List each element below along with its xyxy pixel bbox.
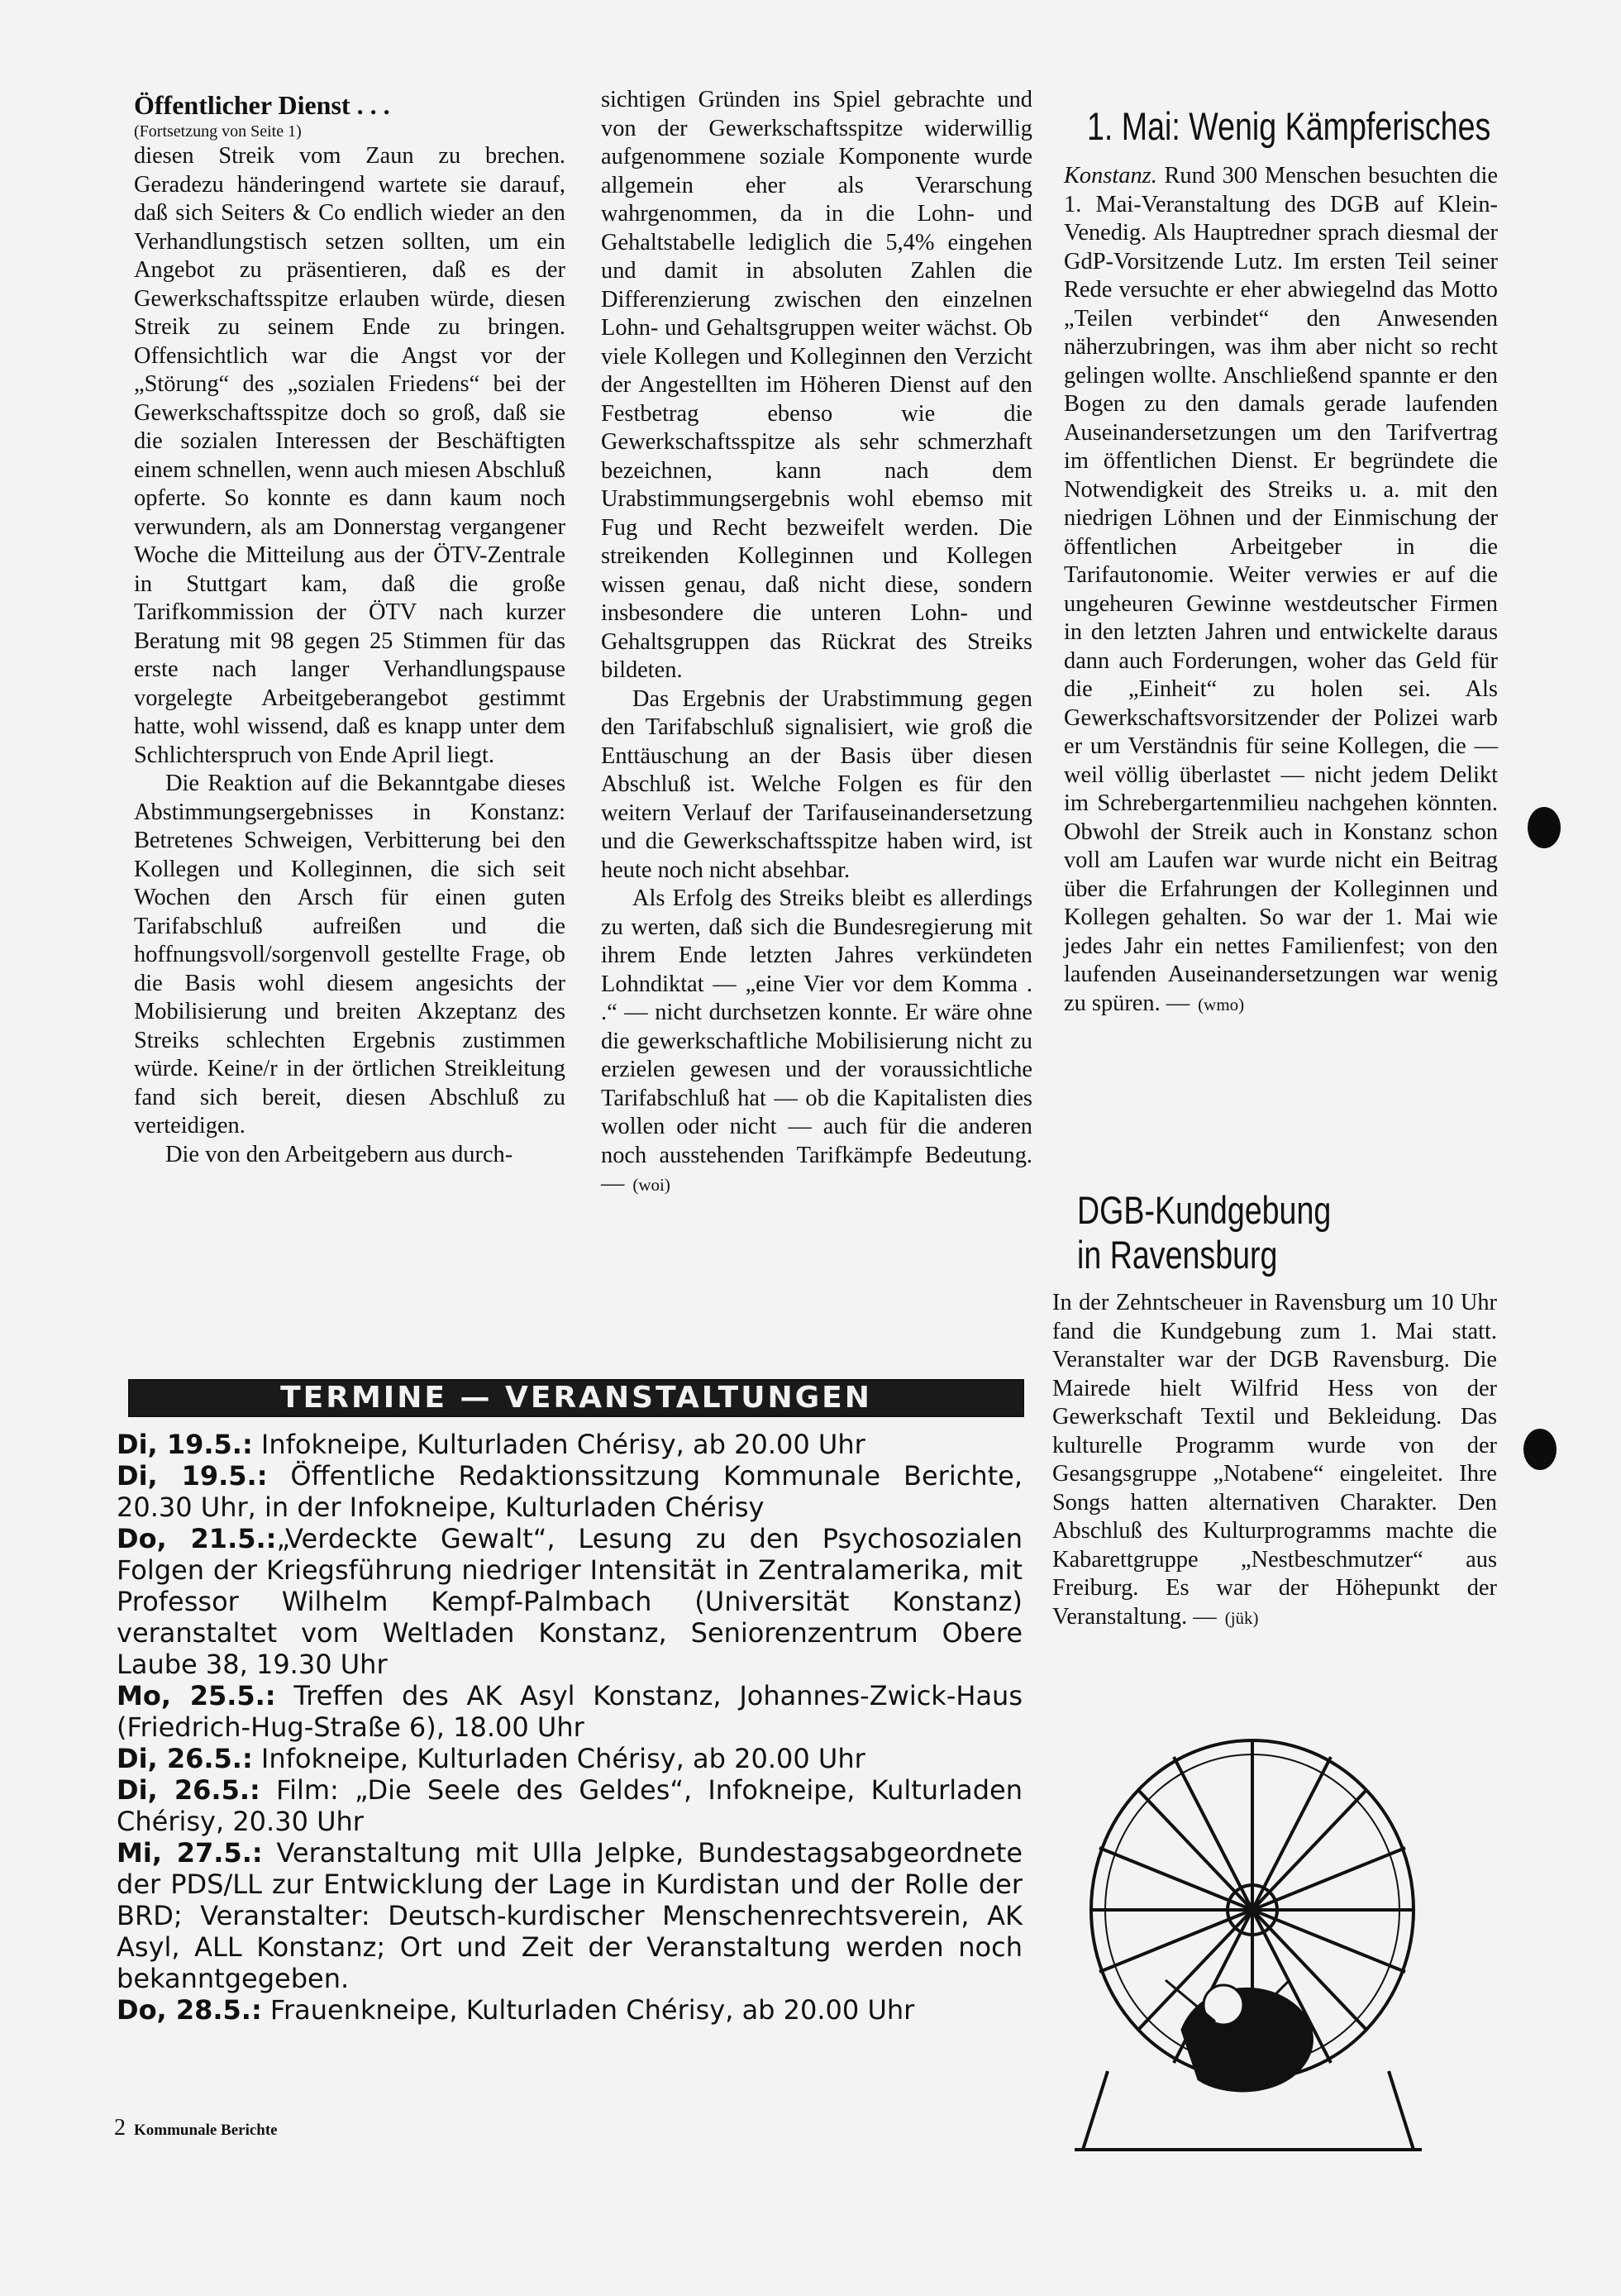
punch-hole-bottom [1523,1429,1557,1470]
middle-paragraph-3: Als Erfolg des Streiks bleibt es allerdings zu werten, daß sich die Bundesregierung mit ihrem Ende letzten Jahres verkündeten Lohndiktat — „eine Vier vor dem Komma . .“ — nicht durchsetzen konnte. Er wäre ohne die gewerkschaftliche Mobilisierung nicht zu erzielen gewesen und der voraussichtliche Tarifabschluß hat — ob die Kapitalisten dies wollen oder nicht — auch für die anderen noch ausstehenden Tarifkämpfe Bedeutung. — (woi) [601,885,1032,1196]
middle-column [601,86,1032,1200]
termine-banner: TERMINE — VERANSTALTUNGEN [128,1379,1024,1417]
left-column [134,89,565,1169]
middle-paragraph-1: sichtigen Gründen ins Spiel gebrachte und von der Gewerkschaftsspitze widerwillig aufgenommene soziale Komponente wurde allgemein eher als Verarschung wahrgenommen, da in die Lohn- und Gehaltstabelle lediglich die 5,4% eingehen und damit in absoluten Zahlen die Differenzierung zwischen den einzelnen Lohn- und Gehaltsgruppen weiter wächst. Ob viele Kollegen und Kolleginnen den Verzicht der Angestellten im Höheren Dienst auf den Festbetrag ebenso wie die Gewerkschaftsspitze als sehr schmerzhaft bezeichnen, kann nach dem Urabstimmungsergebnis wohl ebemso mit Fug und Recht bezweifelt werden. Die streikenden Kolleginnen und Kollegen wissen genau, daß nicht diese, sondern insbesondere die unteren Lohn- und Gehaltsgruppen das Rückrat des Streiks bildeten. [601,87,1032,683]
author-signature: (wmo) [1198,994,1245,1014]
right-column-article-1 [1064,104,1498,1019]
termine-entry: Mi, 27.5.: Veranstaltung mit Ulla Jelpke, Bundestagsabgeordnete der PDS/LL zur Entwicklung der Lage in Kurdistan und der Rolle der BRD; Veranstalter: Deutsch-kurdischer Menschenrechtsverein, AK Asyl, ALL Konstanz; Ort und Zeit der Veranstaltung werden noch bekanntgegeben. [117,1837,1023,1994]
middle-paragraph-2: Das Ergebnis der Urabstimmung gegen den Tarifabschluß signalisiert, wie groß die Enttäuschung an der Basis über diesen Abschluß ist. Welche Folgen es für den weitern Verlauf der Tarifauseinandersetzung und die Gewerkschaftsspitze haben wird, ist heute noch nicht absehbar. [601,685,1032,883]
termine-list [117,1429,1023,2026]
termine-entry: Di, 19.5.: Öffentliche Redaktionssitzung Kommunale Berichte, 20.30 Uhr, in der Infokneipe, Kulturladen Chérisy [117,1460,1023,1523]
termine-entry: Di, 19.5.: Infokneipe, Kulturladen Chérisy, ab 20.00 Uhr [117,1429,865,1460]
right-column-article-2 [1052,1188,1497,1632]
left-paragraph-2: Die Reaktion auf die Bekanntgabe dieses Abstimmungsergebnisses in Konstanz: Betretenes Schweigen, Verbitterung bei den Kollegen und Kolleginnen, die sich seit Wochen den Arsch für einen guten Tarifabschluß aufreißen und die hoffnungsvoll/sorgenvoll gestellte Frage, ob die Basis wohl diesem angesichts der Mobilisierung und breiten Akzeptanz des Streiks schlechten Ergebnis zustimmen würde. Keine/r in der örtlichen Streikleitung fand sich bereit, diesen Abschluß zu verteidigen. [134,771,565,1138]
publication-name: Kommunale Berichte [134,2122,278,2139]
termine-entry: Di, 26.5.: Film: „Die Seele des Geldes“, Infokneipe, Kulturladen Chérisy, 20.30 Uhr [117,1774,1023,1837]
dateline: Konstanz. [1064,163,1157,189]
headline-first-of-may: 1. Mai: Wenig Kämpferisches [1087,104,1491,148]
author-signature: (jük) [1224,1607,1259,1628]
termine-entry: Mo, 25.5.: Treffen des AK Asyl Konstanz, Johannes-Zwick-Haus (Friedrich-Hug-Straße 6), 18.00 Uhr [117,1680,1023,1743]
punch-hole-top [1528,807,1561,848]
continuation-note: (Fortsetzung von Seite 1) [134,122,302,141]
author-signature: (woi) [632,1175,670,1195]
termine-entry: Di, 26.5.: Infokneipe, Kulturladen Chérisy, ab 20.00 Uhr [117,1743,865,1774]
headline-dgb-kundgebung: DGB-Kundgebung in Ravensburg [1077,1188,1332,1277]
page-footer [114,2115,278,2141]
hamster-wheel-drawing-icon [1075,1732,1422,2162]
article-1-body: Konstanz. Rund 300 Menschen besuchten die 1. Mai-Veranstaltung des DGB auf Klein-Venedig. Als Hauptredner sprach diesmal der GdP-Vorsitzende Lutz. Im ersten Teil seiner Rede versuchte er eher abwiegelnd das Motto „Teilen verbindet“ den Anwesenden näherzubringen, was ihm aber nicht so recht gelingen wollte. Anschließend spannte er den Bogen zu den damals gerade laufenden Auseinandersetzungen um den Tarifvertrag im öffentlichen Dienst. Er begründete die Notwendigkeit des Streiks u. a. mit den niedrigen Löhnen und der Einmischung der öffentlichen Arbeitgeber in die Tarifautonomie. Weiter verwies er auf die ungeheuren Gewinne westdeutscher Firmen in den letzten Jahren und entwickelte daraus dann auch Forderungen, woher das Geld für die „Einheit“ zu holen sei. Als Gewerkschaftsvorsitzender der Polizei warb er um Verständnis für seine Kollegen, die — weil völlig überlastet — nicht jedem Delikt im Schrebergartenmilieu nachgehen könnten. Obwohl der Streik auch in Konstanz schon voll am Laufen war wurde nicht ein Beitrag über die Erfahrungen der Kolleginnen und Kollegen gehalten. So war der 1. Mai wie jedes Jahr ein nettes Familienfest; von den laufenden Auseinandersetzungen war wenig zu spüren. — (wmo) [1064,163,1498,1016]
termine-entry: Do, 21.5.:„Verdeckte Gewalt“, Lesung zu den Psychosozialen Folgen der Kriegsführung niedriger Intensität in Zentralamerika, mit Professor Wilhelm Kempf-Palmbach (Universität Konstanz) veranstaltet vom Weltladen Konstanz, Seniorenzentrum Obere Laube 38, 19.30 Uhr [117,1523,1023,1680]
article-kicker: Öffentlicher Dienst . . . [134,90,390,120]
article-2-body: In der Zehntscheuer in Ravensburg um 10 Uhr fand die Kundgebung zum 1. Mai statt. Veranstalter war der DGB Ravensburg. Die Mairede hielt Wilfrid Hess von der Gewerkschaft Textil und Bekleidung. Das kulturelle Programm wurde von der Gesangsgruppe „Notabene“ eingeleitet. Ihre Songs hatten alternativen Charakter. Den Abschluß des Kulturprogramms machte die Kabarettgruppe „Nestbeschmutzer“ aus Freiburg. Es war der Höhepunkt der Veranstaltung. — (jük) [1052,1290,1497,1630]
page-number: 2 [114,2115,126,2141]
left-paragraph-1: diesen Streik vom Zaun zu brechen. Geradezu händeringend wartete sie darauf, daß sich Seiters & Co endlich wieder an den Verhandlungstisch setzen sollten, um ein Angebot zu präsentieren, daß es der Gewerkschaftsspitze erlauben würde, diesen Streik zu seinem Ende zu bringen. Offensichtlich war die Angst vor der „Störung“ des „sozialen Friedens“ bei der Gewerkschaftsspitze doch so groß, daß sie die sozialen Interessen der Beschäftigten einem schnellen, wenn auch miesen Abschluß opferte. So konnte es dann kaum noch verwundern, als am Donnerstag vergangener Woche die Mitteilung aus der ÖTV-Zentrale in Stuttgart kam, daß die große Tarifkommission der ÖTV nach kurzer Beratung mit 98 gegen 25 Stimmen für das erste nach langer Verhandlungspause vorgelegte Arbeitgeberangebot gestimmt hatte, wohl wissend, daß es knapp unter dem Schlichterspruch von Ende April liegt. [134,143,565,768]
left-paragraph-3: Die von den Arbeitgebern aus durch- [165,1141,513,1167]
termine-entry: Do, 28.5.: Frauenkneipe, Kulturladen Chérisy, ab 20.00 Uhr [117,1994,915,2026]
